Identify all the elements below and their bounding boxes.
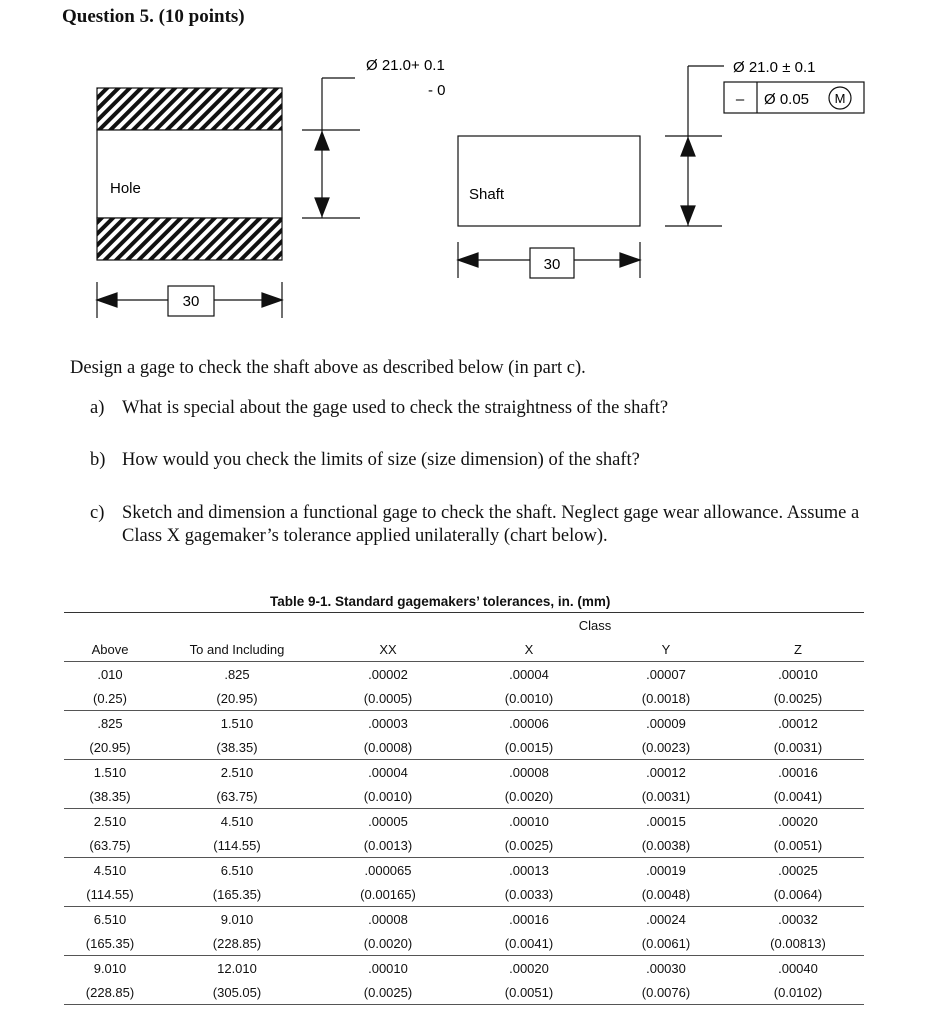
part-a-label: a) (90, 398, 105, 418)
table-row (64, 784, 864, 809)
table-row (64, 858, 864, 883)
gagemaker-tolerance-table (64, 612, 864, 1005)
table-row (64, 711, 864, 736)
cell-to: 6.510 (220, 862, 254, 878)
cell-xx: .00008 (368, 911, 408, 927)
cell-to_mm: (20.95) (156, 686, 318, 711)
cell-xx_mm: (0.0008) (318, 735, 458, 760)
cell-x_mm: (0.0041) (458, 931, 600, 956)
cell-z_mm: (0.0064) (732, 882, 864, 907)
cell-z_mm: (0.0041) (732, 784, 864, 809)
question-title: Question 5. (10 points) (62, 6, 245, 27)
cell-xx: .00002 (368, 666, 408, 682)
cell-to: 9.010 (220, 911, 254, 927)
cell-xx: .000065 (364, 862, 412, 878)
table-row (64, 882, 864, 907)
hole-diameter-dimension (302, 78, 360, 218)
design-prompt: Design a gage to check the shaft above as described below (in part c). (70, 358, 586, 378)
hole-part (97, 88, 282, 260)
table-row (64, 760, 864, 785)
col-header-to: To and Including (156, 637, 318, 662)
cell-above_mm: (63.75) (64, 833, 156, 858)
cell-xx_mm: (0.0005) (318, 686, 458, 711)
cell-to: .825 (224, 666, 250, 682)
shaft-part (458, 136, 640, 226)
table-row (64, 809, 864, 834)
cell-y_mm: (0.0048) (600, 882, 732, 907)
shaft-diameter-text: Ø 21.0 ± 0.1 (733, 59, 816, 76)
shaft-length-value: 30 (543, 256, 561, 273)
straightness-symbol: – (735, 91, 745, 108)
cell-above: 6.510 (93, 911, 127, 927)
cell-to_mm: (165.35) (156, 882, 318, 907)
cell-above: .010 (97, 666, 123, 682)
cell-z: .00010 (778, 666, 818, 682)
col-header-z: Z (732, 637, 864, 662)
cell-z_mm: (0.0025) (732, 686, 864, 711)
cell-to_mm: (228.85) (156, 931, 318, 956)
cell-above_mm: (114.55) (64, 882, 156, 907)
cell-y: .00015 (646, 813, 686, 829)
col-header-y: Y (600, 637, 732, 662)
cell-to: 2.510 (220, 764, 254, 780)
cell-above: 2.510 (93, 813, 127, 829)
table-row (64, 662, 864, 687)
class-header: Class (458, 613, 732, 638)
cell-z: .00025 (778, 862, 818, 878)
part-c-label: c) (90, 503, 105, 523)
cell-xx_mm: (0.0010) (318, 784, 458, 809)
cell-xx: .00010 (368, 960, 408, 976)
cell-x: .00008 (509, 764, 549, 780)
cell-above: .825 (97, 715, 123, 731)
cell-to_mm: (305.05) (156, 980, 318, 1005)
cell-z_mm: (0.0051) (732, 833, 864, 858)
cell-xx: .00004 (368, 764, 408, 780)
hole-diameter-lower-tol: - 0 (428, 82, 446, 99)
table-row (64, 980, 864, 1005)
cell-above: 4.510 (93, 862, 127, 878)
cell-y: .00030 (646, 960, 686, 976)
cell-z_mm: (0.0102) (732, 980, 864, 1005)
cell-above_mm: (38.35) (64, 784, 156, 809)
engineering-drawing (0, 0, 943, 350)
cell-to_mm: (63.75) (156, 784, 318, 809)
cell-x_mm: (0.0051) (458, 980, 600, 1005)
part-a-text: What is special about the gage used to check the straightness of the shaft? (122, 398, 669, 418)
part-b-label: b) (90, 450, 106, 470)
cell-y_mm: (0.0018) (600, 686, 732, 711)
hole-hatch-top (97, 88, 282, 130)
part-b-text: How would you check the limits of size (size dimension) of the shaft? (122, 450, 640, 470)
cell-xx_mm: (0.0013) (318, 833, 458, 858)
shaft-label: Shaft (469, 186, 505, 203)
hole-hatch-bottom (97, 218, 282, 260)
cell-xx_mm: (0.0020) (318, 931, 458, 956)
cell-to_mm: (38.35) (156, 735, 318, 760)
col-header-xx: XX (318, 637, 458, 662)
cell-above_mm: (0.25) (64, 686, 156, 711)
hole-diameter-text: Ø 21.0+ 0.1 (366, 57, 445, 74)
col-header-x: X (458, 637, 600, 662)
cell-xx: .00003 (368, 715, 408, 731)
cell-y_mm: (0.0023) (600, 735, 732, 760)
cell-x: .00016 (509, 911, 549, 927)
cell-x: .00004 (509, 666, 549, 682)
cell-xx_mm: (0.00165) (318, 882, 458, 907)
table-row (64, 833, 864, 858)
cell-xx: .00005 (368, 813, 408, 829)
table-row (64, 956, 864, 981)
table-caption: Table 9-1. Standard gagemakers’ tolerances, in. (mm) (270, 594, 611, 609)
mmc-modifier: M (834, 91, 846, 106)
cell-z: .00020 (778, 813, 818, 829)
cell-z_mm: (0.00813) (732, 931, 864, 956)
cell-y: .00009 (646, 715, 686, 731)
hole-length-value: 30 (182, 293, 200, 310)
cell-y_mm: (0.0031) (600, 784, 732, 809)
cell-x: .00020 (509, 960, 549, 976)
cell-above_mm: (165.35) (64, 931, 156, 956)
table-row (64, 931, 864, 956)
cell-z: .00040 (778, 960, 818, 976)
cell-above_mm: (228.85) (64, 980, 156, 1005)
cell-z: .00032 (778, 911, 818, 927)
cell-y_mm: (0.0038) (600, 833, 732, 858)
cell-y_mm: (0.0076) (600, 980, 732, 1005)
cell-x: .00006 (509, 715, 549, 731)
cell-y: .00007 (646, 666, 686, 682)
cell-to_mm: (114.55) (156, 833, 318, 858)
hole-bore (97, 130, 282, 218)
hole-label: Hole (110, 180, 141, 197)
fcf-tolerance: Ø 0.05 (764, 91, 810, 108)
cell-xx_mm: (0.0025) (318, 980, 458, 1005)
cell-x: .00013 (509, 862, 549, 878)
cell-above_mm: (20.95) (64, 735, 156, 760)
cell-above: 1.510 (93, 764, 127, 780)
cell-z: .00016 (778, 764, 818, 780)
table-row (64, 907, 864, 932)
cell-above: 9.010 (93, 960, 127, 976)
cell-y: .00012 (646, 764, 686, 780)
cell-to: 1.510 (220, 715, 254, 731)
cell-y: .00019 (646, 862, 686, 878)
cell-x_mm: (0.0015) (458, 735, 600, 760)
shaft-diameter-dimension (665, 66, 724, 226)
cell-x: .00010 (509, 813, 549, 829)
cell-z: .00012 (778, 715, 818, 731)
cell-x_mm: (0.0033) (458, 882, 600, 907)
table-row (64, 735, 864, 760)
cell-y: .00024 (646, 911, 686, 927)
cell-to: 12.010 (217, 960, 257, 976)
cell-x_mm: (0.0025) (458, 833, 600, 858)
part-c-text: Sketch and dimension a functional gage to check the shaft. Neglect gage wear allowance. Assume a Class X gagemaker’s tolerance applied unilaterally (chart below). (122, 503, 860, 546)
cell-to: 4.510 (220, 813, 254, 829)
cell-z_mm: (0.0031) (732, 735, 864, 760)
table-row (64, 686, 864, 711)
col-header-above: Above (64, 637, 156, 662)
cell-x_mm: (0.0020) (458, 784, 600, 809)
cell-y_mm: (0.0061) (600, 931, 732, 956)
cell-x_mm: (0.0010) (458, 686, 600, 711)
